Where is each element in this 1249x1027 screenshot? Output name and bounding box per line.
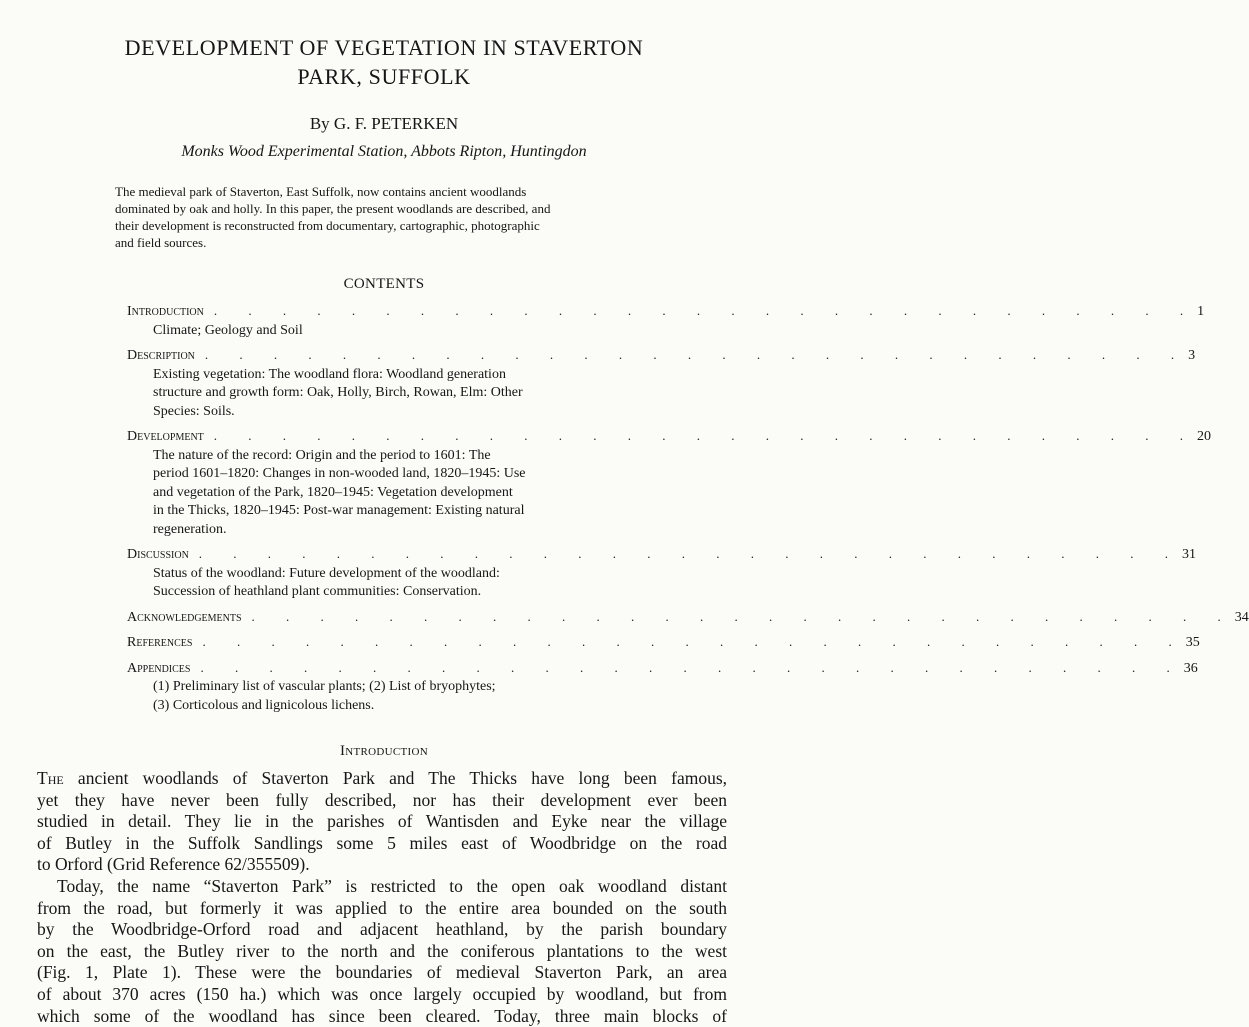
toc-entry-page: 35 bbox=[1185, 635, 1200, 650]
toc-subtopic-line: period 1601–1820: Changes in non-wooded land, 1820–1945: Use bbox=[153, 466, 526, 481]
toc-entry-page: 36 bbox=[1183, 660, 1198, 676]
toc-entry-subtopics bbox=[127, 447, 611, 540]
paragraph-line bbox=[37, 768, 727, 790]
abstract-line: dominated by oak and holly. In this paper, the present woodlands are described, and bbox=[115, 201, 551, 216]
toc-entry-page: 34 bbox=[1234, 609, 1249, 625]
paper-title-line-1: DEVELOPMENT OF VEGETATION IN STAVERTON bbox=[124, 35, 644, 60]
toc-entry-introduction bbox=[127, 302, 1205, 340]
toc-entry-subtopics bbox=[127, 678, 611, 715]
toc-leader-dots: . . . . . . . . . . . . . . . . . . . . . . . . . . . . . bbox=[213, 428, 1198, 443]
toc-entry-page: 20 bbox=[1197, 429, 1212, 444]
toc-subtopic-line: structure and growth form: Oak, Holly, Birch, Rowan, Elm: Other bbox=[153, 385, 523, 400]
introduction-body bbox=[37, 768, 727, 1027]
toc-subtopic-line: and vegetation of the Park, 1820–1945: Vegetation development bbox=[153, 484, 513, 500]
toc-entry-description bbox=[127, 346, 1196, 421]
paragraph-line: by the Woodbridge-Orford road and adjacent heathland, by the parish boundary bbox=[37, 919, 727, 940]
toc-entry-subtopics bbox=[127, 322, 611, 341]
introduction-heading: Introduction bbox=[339, 743, 429, 759]
toc-subtopic-line: (1) Preliminary list of vascular plants; (2) List of bryophytes; bbox=[153, 679, 496, 694]
paper-title bbox=[40, 33, 728, 91]
toc-entry-page: 31 bbox=[1182, 547, 1197, 562]
toc-entry-acknowledgements bbox=[127, 608, 1249, 628]
toc-leader-dots: . . . . . . . . . . . . . . . . . . . . . . . . . . . . . bbox=[213, 303, 1198, 318]
toc-entry-title: Introduction bbox=[127, 304, 204, 319]
toc-entry-title: Acknowledgements bbox=[127, 609, 242, 625]
toc-entry-subtopics bbox=[127, 565, 611, 602]
toc-subtopic-line: Succession of heathland plant communities: Conservation. bbox=[153, 584, 482, 599]
toc-leader-dots: . . . . . . . . . . . . . . . . . . . . . . . . . . . . . bbox=[251, 608, 1235, 624]
paragraph-line: Today, the name “Staverton Park” is restricted to the open oak woodland distant bbox=[57, 875, 727, 896]
toc-entry-subtopics bbox=[127, 366, 611, 422]
abstract-line: and field sources. bbox=[115, 235, 207, 250]
toc-entry-title: Development bbox=[127, 429, 204, 444]
author-affiliation: Monks Wood Experimental Station, Abbots Ripton, Huntingdon bbox=[181, 143, 587, 160]
paragraph bbox=[37, 768, 727, 876]
toc-subtopic-line: Species: Soils. bbox=[153, 403, 235, 419]
toc-leader-dots: . . . . . . . . . . . . . . . . . . . . . . . . . . . . . bbox=[200, 659, 1184, 675]
toc-entry-page: 1 bbox=[1197, 304, 1205, 319]
table-of-contents bbox=[127, 302, 1249, 721]
toc-entry-development bbox=[127, 427, 1212, 539]
paragraph bbox=[37, 876, 727, 1027]
toc-subtopic-line: The nature of the record: Origin and the period to 1601: The bbox=[153, 447, 491, 463]
toc-subtopic-line: regeneration. bbox=[153, 521, 227, 537]
paragraph-line: from the road, but formerly it was applied to the entire area bounded on the south bbox=[37, 897, 727, 918]
toc-entry-references bbox=[127, 633, 1200, 653]
toc-subtopic-line: Existing vegetation: The woodland flora: Woodland generation bbox=[153, 366, 506, 382]
toc-entry-title: References bbox=[127, 635, 193, 650]
paragraph-line: to Orford (Grid Reference 62/355509). bbox=[37, 854, 310, 875]
toc-entry-discussion bbox=[127, 545, 1197, 602]
toc-subtopic-line: Status of the woodland: Future development of the woodland: bbox=[153, 565, 500, 581]
paper-title-line-2: PARK, SUFFOLK bbox=[297, 64, 471, 89]
toc-leader-dots: . . . . . . . . . . . . . . . . . . . . . . . . . . . . . bbox=[202, 634, 1186, 649]
paragraph-line: yet they have never been fully described, nor has their development ever been bbox=[37, 789, 727, 810]
toc-subtopic-line: (3) Corticolous and lignicolous lichens. bbox=[153, 697, 375, 713]
paragraph-line: on the east, the Butley river to the north and the coniferous plantations to the west bbox=[37, 940, 727, 961]
toc-entry-title: Discussion bbox=[127, 547, 189, 562]
toc-leader-dots: . . . . . . . . . . . . . . . . . . . . . . . . . . . . . bbox=[198, 546, 1183, 561]
paragraph-line-text: ancient woodlands of Staverton Park and The Thicks have long been famous, bbox=[77, 768, 728, 788]
toc-entry-title: Description bbox=[127, 348, 195, 363]
toc-entry-title: Appendices bbox=[127, 660, 191, 676]
abstract-line: their development is reconstructed from documentary, cartographic, photographic bbox=[115, 218, 540, 233]
toc-leader-dots: . . . . . . . . . . . . . . . . . . . . . . . . . . . . . bbox=[204, 347, 1189, 362]
toc-entry-appendices bbox=[127, 659, 1198, 716]
toc-subtopic-line: in the Thicks, 1820–1945: Post-war management: Existing natural bbox=[153, 503, 525, 518]
paragraph-line: studied in detail. They lie in the parishes of Wantisden and Eyke near the village bbox=[37, 811, 727, 832]
paragraph-line: (Fig. 1, Plate 1). These were the boundaries of medieval Staverton Park, an area bbox=[37, 962, 727, 983]
paragraph-lead-word: The bbox=[37, 768, 64, 788]
toc-subtopic-line: Climate; Geology and Soil bbox=[153, 322, 303, 338]
paragraph-line: which some of the woodland has since been cleared. Today, three main blocks of bbox=[37, 1005, 727, 1026]
paragraph-line: of about 370 acres (150 ha.) which was once largely occupied by woodland, but from bbox=[37, 983, 727, 1004]
abstract bbox=[115, 183, 656, 251]
paragraph-line: of Butley in the Suffolk Sandlings some 5 miles east of Woodbridge on the road bbox=[37, 832, 727, 853]
toc-entry-page: 3 bbox=[1188, 348, 1196, 363]
abstract-line: The medieval park of Staverton, East Suffolk, now contains ancient woodlands bbox=[115, 184, 527, 199]
author-byline: By G. F. PETERKEN bbox=[309, 114, 459, 133]
contents-heading: CONTENTS bbox=[343, 276, 425, 292]
